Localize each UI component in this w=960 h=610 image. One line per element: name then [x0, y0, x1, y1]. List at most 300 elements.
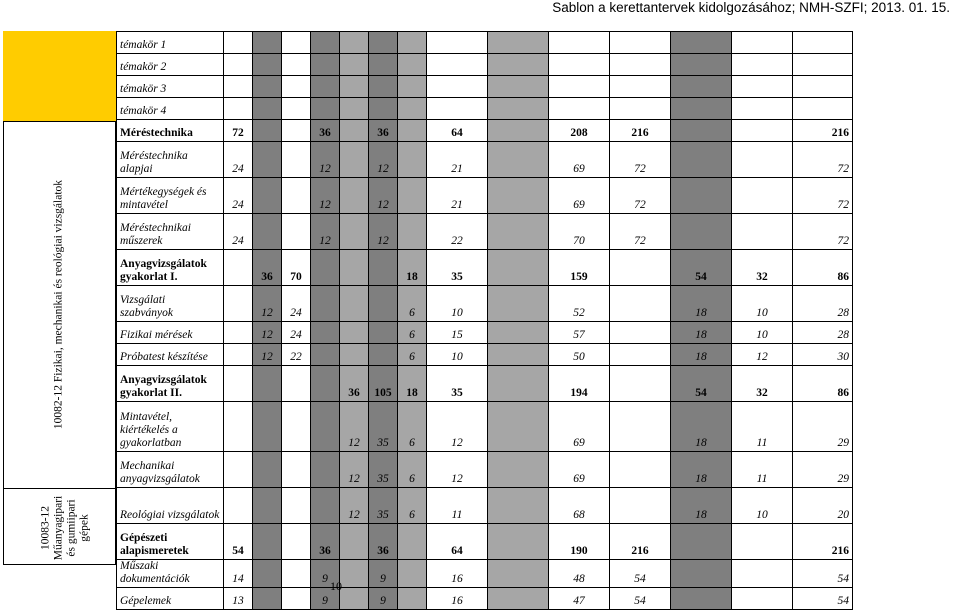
table-cell: 54 — [793, 560, 853, 588]
table-cell — [282, 524, 311, 560]
table-cell — [282, 32, 311, 54]
table-cell — [282, 452, 311, 488]
table-cell — [311, 54, 340, 76]
table-cell: 35 — [427, 366, 488, 402]
table-cell: 11 — [732, 452, 793, 488]
row-label: Próbatest készítése — [117, 344, 224, 366]
table-cell — [427, 32, 488, 54]
table-cell — [340, 286, 369, 322]
table-cell: 12 — [253, 344, 282, 366]
table-cell — [610, 286, 671, 322]
table-cell: 28 — [793, 286, 853, 322]
table-cell — [282, 142, 311, 178]
table-cell: 29 — [793, 402, 853, 452]
table-cell — [732, 98, 793, 120]
table-cell — [549, 98, 610, 120]
table-cell: 6 — [398, 402, 427, 452]
table-cell — [224, 286, 253, 322]
table-cell — [398, 178, 427, 214]
row-label: Anyagvizsgálatok gyakorlat I. — [117, 250, 224, 286]
table-cell — [732, 588, 793, 610]
table-cell — [488, 98, 549, 120]
table-cell — [340, 120, 369, 142]
table-cell — [793, 76, 853, 98]
table-cell: 216 — [793, 120, 853, 142]
row-label: témakör 4 — [117, 98, 224, 120]
table-cell: 36 — [369, 524, 398, 560]
curriculum-table — [116, 31, 853, 610]
table-cell — [369, 32, 398, 54]
table-cell — [369, 250, 398, 286]
table-cell — [398, 120, 427, 142]
table-cell — [398, 142, 427, 178]
table-cell: 72 — [610, 214, 671, 250]
table-cell — [311, 402, 340, 452]
table-cell: 72 — [610, 142, 671, 178]
table-row — [117, 54, 853, 76]
row-label: Fizikai mérések — [117, 322, 224, 344]
table-cell — [253, 178, 282, 214]
table-cell: 24 — [224, 142, 253, 178]
table-cell — [398, 76, 427, 98]
table-cell: 24 — [224, 214, 253, 250]
table-cell — [369, 286, 398, 322]
table-cell — [369, 322, 398, 344]
table-cell — [282, 366, 311, 402]
table-cell — [732, 178, 793, 214]
module-sidebar — [3, 31, 116, 565]
sidebar-yellow-block — [3, 31, 116, 121]
table-cell — [282, 214, 311, 250]
table-cell — [732, 142, 793, 178]
table-cell — [488, 54, 549, 76]
table-row — [117, 142, 853, 178]
table-cell — [340, 344, 369, 366]
table-cell: 35 — [427, 250, 488, 286]
table-cell — [253, 560, 282, 588]
table-cell: 12 — [340, 488, 369, 524]
table-cell — [732, 560, 793, 588]
table-cell — [224, 32, 253, 54]
table-cell: 6 — [398, 286, 427, 322]
module-label-10082-text: 10082-12 Fizikai, mechanikai és reológiai vizsgálatok — [52, 179, 65, 430]
table-cell: 15 — [427, 322, 488, 344]
table-cell — [253, 98, 282, 120]
table-cell: 69 — [549, 142, 610, 178]
table-cell — [340, 214, 369, 250]
table-cell: 11 — [732, 402, 793, 452]
table-cell — [398, 54, 427, 76]
table-cell: 29 — [793, 452, 853, 488]
table-cell: 54 — [671, 250, 732, 286]
table-row — [117, 32, 853, 54]
table-cell: 35 — [369, 452, 398, 488]
table-cell: 35 — [369, 402, 398, 452]
table-cell: 52 — [549, 286, 610, 322]
table-cell — [488, 286, 549, 322]
row-label: Méréstechnikai műszerek — [117, 214, 224, 250]
table-cell — [610, 488, 671, 524]
table-cell: 69 — [549, 402, 610, 452]
table-cell — [549, 54, 610, 76]
row-label: Mértékegységek és mintavétel — [117, 178, 224, 214]
table-cell: 216 — [610, 120, 671, 142]
table-cell: 216 — [793, 524, 853, 560]
page-number: 10 — [330, 579, 342, 593]
table-cell — [610, 366, 671, 402]
table-row — [117, 98, 853, 120]
table-cell: 12 — [732, 344, 793, 366]
table-cell: 12 — [369, 214, 398, 250]
table-cell — [340, 178, 369, 214]
table-cell: 47 — [549, 588, 610, 610]
table-cell: 16 — [427, 588, 488, 610]
table-cell — [671, 178, 732, 214]
table-cell — [488, 32, 549, 54]
table-cell — [311, 98, 340, 120]
table-cell: 159 — [549, 250, 610, 286]
table-cell — [549, 76, 610, 98]
table-cell — [340, 142, 369, 178]
table-cell: 64 — [427, 524, 488, 560]
table-cell — [340, 524, 369, 560]
table-cell: 24 — [224, 178, 253, 214]
table-cell — [253, 76, 282, 98]
row-label: Mintavétel, kiértékelés a gyakorlatban — [117, 402, 224, 452]
table-cell — [369, 98, 398, 120]
row-label: Mechanikai anyagvizsgálatok — [117, 452, 224, 488]
table-cell — [340, 98, 369, 120]
table-cell — [253, 402, 282, 452]
table-cell: 16 — [427, 560, 488, 588]
table-cell: 12 — [340, 452, 369, 488]
table-cell: 18 — [671, 402, 732, 452]
table-cell: 12 — [427, 452, 488, 488]
table-cell — [671, 142, 732, 178]
table-cell — [282, 98, 311, 120]
table-row — [117, 250, 853, 286]
table-cell: 12 — [253, 322, 282, 344]
table-cell — [793, 54, 853, 76]
table-cell: 22 — [427, 214, 488, 250]
table-cell — [671, 560, 732, 588]
table-cell: 18 — [671, 344, 732, 366]
table-cell: 12 — [369, 178, 398, 214]
table-cell — [282, 178, 311, 214]
table-cell: 216 — [610, 524, 671, 560]
table-cell — [732, 524, 793, 560]
table-cell — [610, 76, 671, 98]
table-cell — [732, 76, 793, 98]
table-cell — [488, 76, 549, 98]
table-cell — [671, 120, 732, 142]
table-cell — [224, 366, 253, 402]
table-row — [117, 178, 853, 214]
table-cell — [369, 76, 398, 98]
table-row — [117, 488, 853, 524]
table-cell — [340, 76, 369, 98]
table-cell: 11 — [427, 488, 488, 524]
table-cell — [488, 250, 549, 286]
table-cell — [224, 402, 253, 452]
table-cell — [488, 452, 549, 488]
table-cell — [427, 98, 488, 120]
table-cell — [732, 120, 793, 142]
table-cell: 36 — [311, 524, 340, 560]
table-cell — [224, 98, 253, 120]
table-cell: 194 — [549, 366, 610, 402]
module-label-10083-line2: Műanyagipari — [52, 495, 65, 561]
module-label-10083-line3: és gumiipari — [65, 499, 78, 557]
table-cell — [488, 120, 549, 142]
table-cell — [224, 452, 253, 488]
table-cell: 9 — [311, 588, 340, 610]
table-cell — [488, 402, 549, 452]
header-note: Sablon a kerettantervek kidolgozásához; NMH-SZFI; 2013. 01. 15. — [552, 0, 950, 15]
row-label: Méréstechnika alapjai — [117, 142, 224, 178]
table-cell — [311, 488, 340, 524]
table-cell: 69 — [549, 178, 610, 214]
table-cell: 12 — [253, 286, 282, 322]
table-cell — [340, 250, 369, 286]
table-cell — [671, 524, 732, 560]
table-cell: 21 — [427, 142, 488, 178]
table-cell: 6 — [398, 488, 427, 524]
table-cell — [610, 344, 671, 366]
module-label-10083-line1: 10083-12 — [39, 505, 52, 551]
table-cell: 12 — [427, 402, 488, 452]
table-cell: 12 — [369, 142, 398, 178]
table-cell — [610, 250, 671, 286]
table-cell: 72 — [793, 142, 853, 178]
table-cell — [488, 488, 549, 524]
table-cell — [398, 588, 427, 610]
table-row — [117, 214, 853, 250]
table-cell: 9 — [369, 588, 398, 610]
table-cell: 20 — [793, 488, 853, 524]
table-cell: 86 — [793, 250, 853, 286]
table-cell — [610, 54, 671, 76]
table-cell — [488, 560, 549, 588]
table-cell — [311, 76, 340, 98]
table-cell: 36 — [369, 120, 398, 142]
table-cell: 50 — [549, 344, 610, 366]
table-cell: 72 — [793, 178, 853, 214]
table-cell: 54 — [224, 524, 253, 560]
table-cell: 35 — [369, 488, 398, 524]
table-cell — [671, 588, 732, 610]
table-cell — [253, 32, 282, 54]
table-cell: 12 — [311, 142, 340, 178]
table-cell — [549, 32, 610, 54]
table-cell: 13 — [224, 588, 253, 610]
table-cell: 12 — [340, 402, 369, 452]
table-cell: 6 — [398, 452, 427, 488]
table-cell: 18 — [671, 488, 732, 524]
curriculum-table-body — [117, 32, 853, 610]
table-cell: 14 — [224, 560, 253, 588]
table-cell: 68 — [549, 488, 610, 524]
table-row — [117, 286, 853, 322]
table-cell — [369, 54, 398, 76]
table-cell — [398, 214, 427, 250]
table-cell — [398, 32, 427, 54]
table-cell — [732, 214, 793, 250]
table-cell: 72 — [793, 214, 853, 250]
row-label: Vizsgálati szabványok — [117, 286, 224, 322]
table-cell: 22 — [282, 344, 311, 366]
table-cell — [253, 588, 282, 610]
table-cell — [311, 344, 340, 366]
row-label: Anyagvizsgálatok gyakorlat II. — [117, 366, 224, 402]
table-cell — [311, 32, 340, 54]
table-cell — [253, 524, 282, 560]
table-cell — [427, 54, 488, 76]
table-cell — [282, 560, 311, 588]
table-cell — [671, 54, 732, 76]
table-cell — [610, 98, 671, 120]
table-cell — [427, 76, 488, 98]
table-cell: 18 — [398, 250, 427, 286]
table-row — [117, 366, 853, 402]
table-cell: 24 — [282, 322, 311, 344]
table-cell — [311, 250, 340, 286]
table-row — [117, 322, 853, 344]
table-cell — [224, 344, 253, 366]
table-cell: 6 — [398, 322, 427, 344]
table-cell — [488, 322, 549, 344]
table-cell — [340, 560, 369, 588]
table-cell: 6 — [398, 344, 427, 366]
table-cell — [224, 488, 253, 524]
row-label: Reológiai vizsgálatok — [117, 488, 224, 524]
table-cell: 10 — [732, 286, 793, 322]
table-cell: 72 — [610, 178, 671, 214]
table-cell: 69 — [549, 452, 610, 488]
table-cell: 54 — [610, 560, 671, 588]
table-cell — [224, 250, 253, 286]
module-label-10083-text — [39, 490, 91, 567]
table-cell — [488, 344, 549, 366]
table-cell — [732, 32, 793, 54]
table-cell — [224, 322, 253, 344]
table-cell — [671, 32, 732, 54]
row-label: Gépészeti alapismeretek — [117, 524, 224, 560]
table-cell: 105 — [369, 366, 398, 402]
table-cell: 72 — [224, 120, 253, 142]
row-label: Műszaki dokumentációk — [117, 560, 224, 588]
table-cell: 208 — [549, 120, 610, 142]
table-cell — [311, 452, 340, 488]
table-cell — [732, 54, 793, 76]
table-row — [117, 402, 853, 452]
table-cell: 36 — [253, 250, 282, 286]
table-cell — [253, 452, 282, 488]
row-label: Méréstechnika — [117, 120, 224, 142]
table-cell — [224, 76, 253, 98]
table-cell — [671, 214, 732, 250]
table-row — [117, 560, 853, 588]
table-cell: 12 — [311, 214, 340, 250]
table-cell — [398, 524, 427, 560]
table-cell: 18 — [671, 452, 732, 488]
table-cell: 54 — [610, 588, 671, 610]
table-cell — [282, 76, 311, 98]
module-label-10082 — [3, 121, 116, 489]
table-cell: 64 — [427, 120, 488, 142]
table-cell — [610, 402, 671, 452]
table-cell — [610, 452, 671, 488]
table-cell: 9 — [311, 560, 340, 588]
table-cell: 36 — [340, 366, 369, 402]
table-cell — [282, 120, 311, 142]
table-cell: 30 — [793, 344, 853, 366]
table-cell: 24 — [282, 286, 311, 322]
table-cell: 10 — [732, 322, 793, 344]
table-row — [117, 120, 853, 142]
table-cell: 54 — [793, 588, 853, 610]
module-label-10083 — [3, 488, 116, 565]
table-cell — [671, 76, 732, 98]
table-cell: 10 — [427, 344, 488, 366]
table-cell — [253, 214, 282, 250]
table-cell — [610, 322, 671, 344]
table-cell: 28 — [793, 322, 853, 344]
module-label-10083-line4: gépek — [78, 514, 91, 542]
table-cell: 86 — [793, 366, 853, 402]
table-cell — [340, 588, 369, 610]
table-cell — [488, 366, 549, 402]
table-cell — [340, 32, 369, 54]
table-cell — [253, 120, 282, 142]
table-cell — [488, 214, 549, 250]
table-row — [117, 452, 853, 488]
table-cell — [282, 588, 311, 610]
table-cell — [253, 366, 282, 402]
table-cell: 18 — [398, 366, 427, 402]
table-cell: 54 — [671, 366, 732, 402]
table-cell: 57 — [549, 322, 610, 344]
table-cell — [311, 322, 340, 344]
row-label: Gépelemek — [117, 588, 224, 610]
table-cell — [488, 142, 549, 178]
table-cell: 32 — [732, 366, 793, 402]
table-cell: 10 — [732, 488, 793, 524]
table-cell: 32 — [732, 250, 793, 286]
table-cell: 9 — [369, 560, 398, 588]
table-cell: 70 — [549, 214, 610, 250]
table-cell: 18 — [671, 286, 732, 322]
table-cell — [488, 524, 549, 560]
row-label: témakör 2 — [117, 54, 224, 76]
row-label: témakör 3 — [117, 76, 224, 98]
table-cell — [488, 178, 549, 214]
table-cell: 190 — [549, 524, 610, 560]
table-row — [117, 344, 853, 366]
table-cell — [253, 142, 282, 178]
table-cell: 12 — [311, 178, 340, 214]
table-cell — [340, 322, 369, 344]
table-cell — [253, 54, 282, 76]
table-cell: 10 — [427, 286, 488, 322]
table-cell: 70 — [282, 250, 311, 286]
table-cell — [793, 98, 853, 120]
table-cell — [398, 98, 427, 120]
table-cell — [224, 54, 253, 76]
table-cell — [369, 344, 398, 366]
table-cell — [610, 32, 671, 54]
row-label: témakör 1 — [117, 32, 224, 54]
